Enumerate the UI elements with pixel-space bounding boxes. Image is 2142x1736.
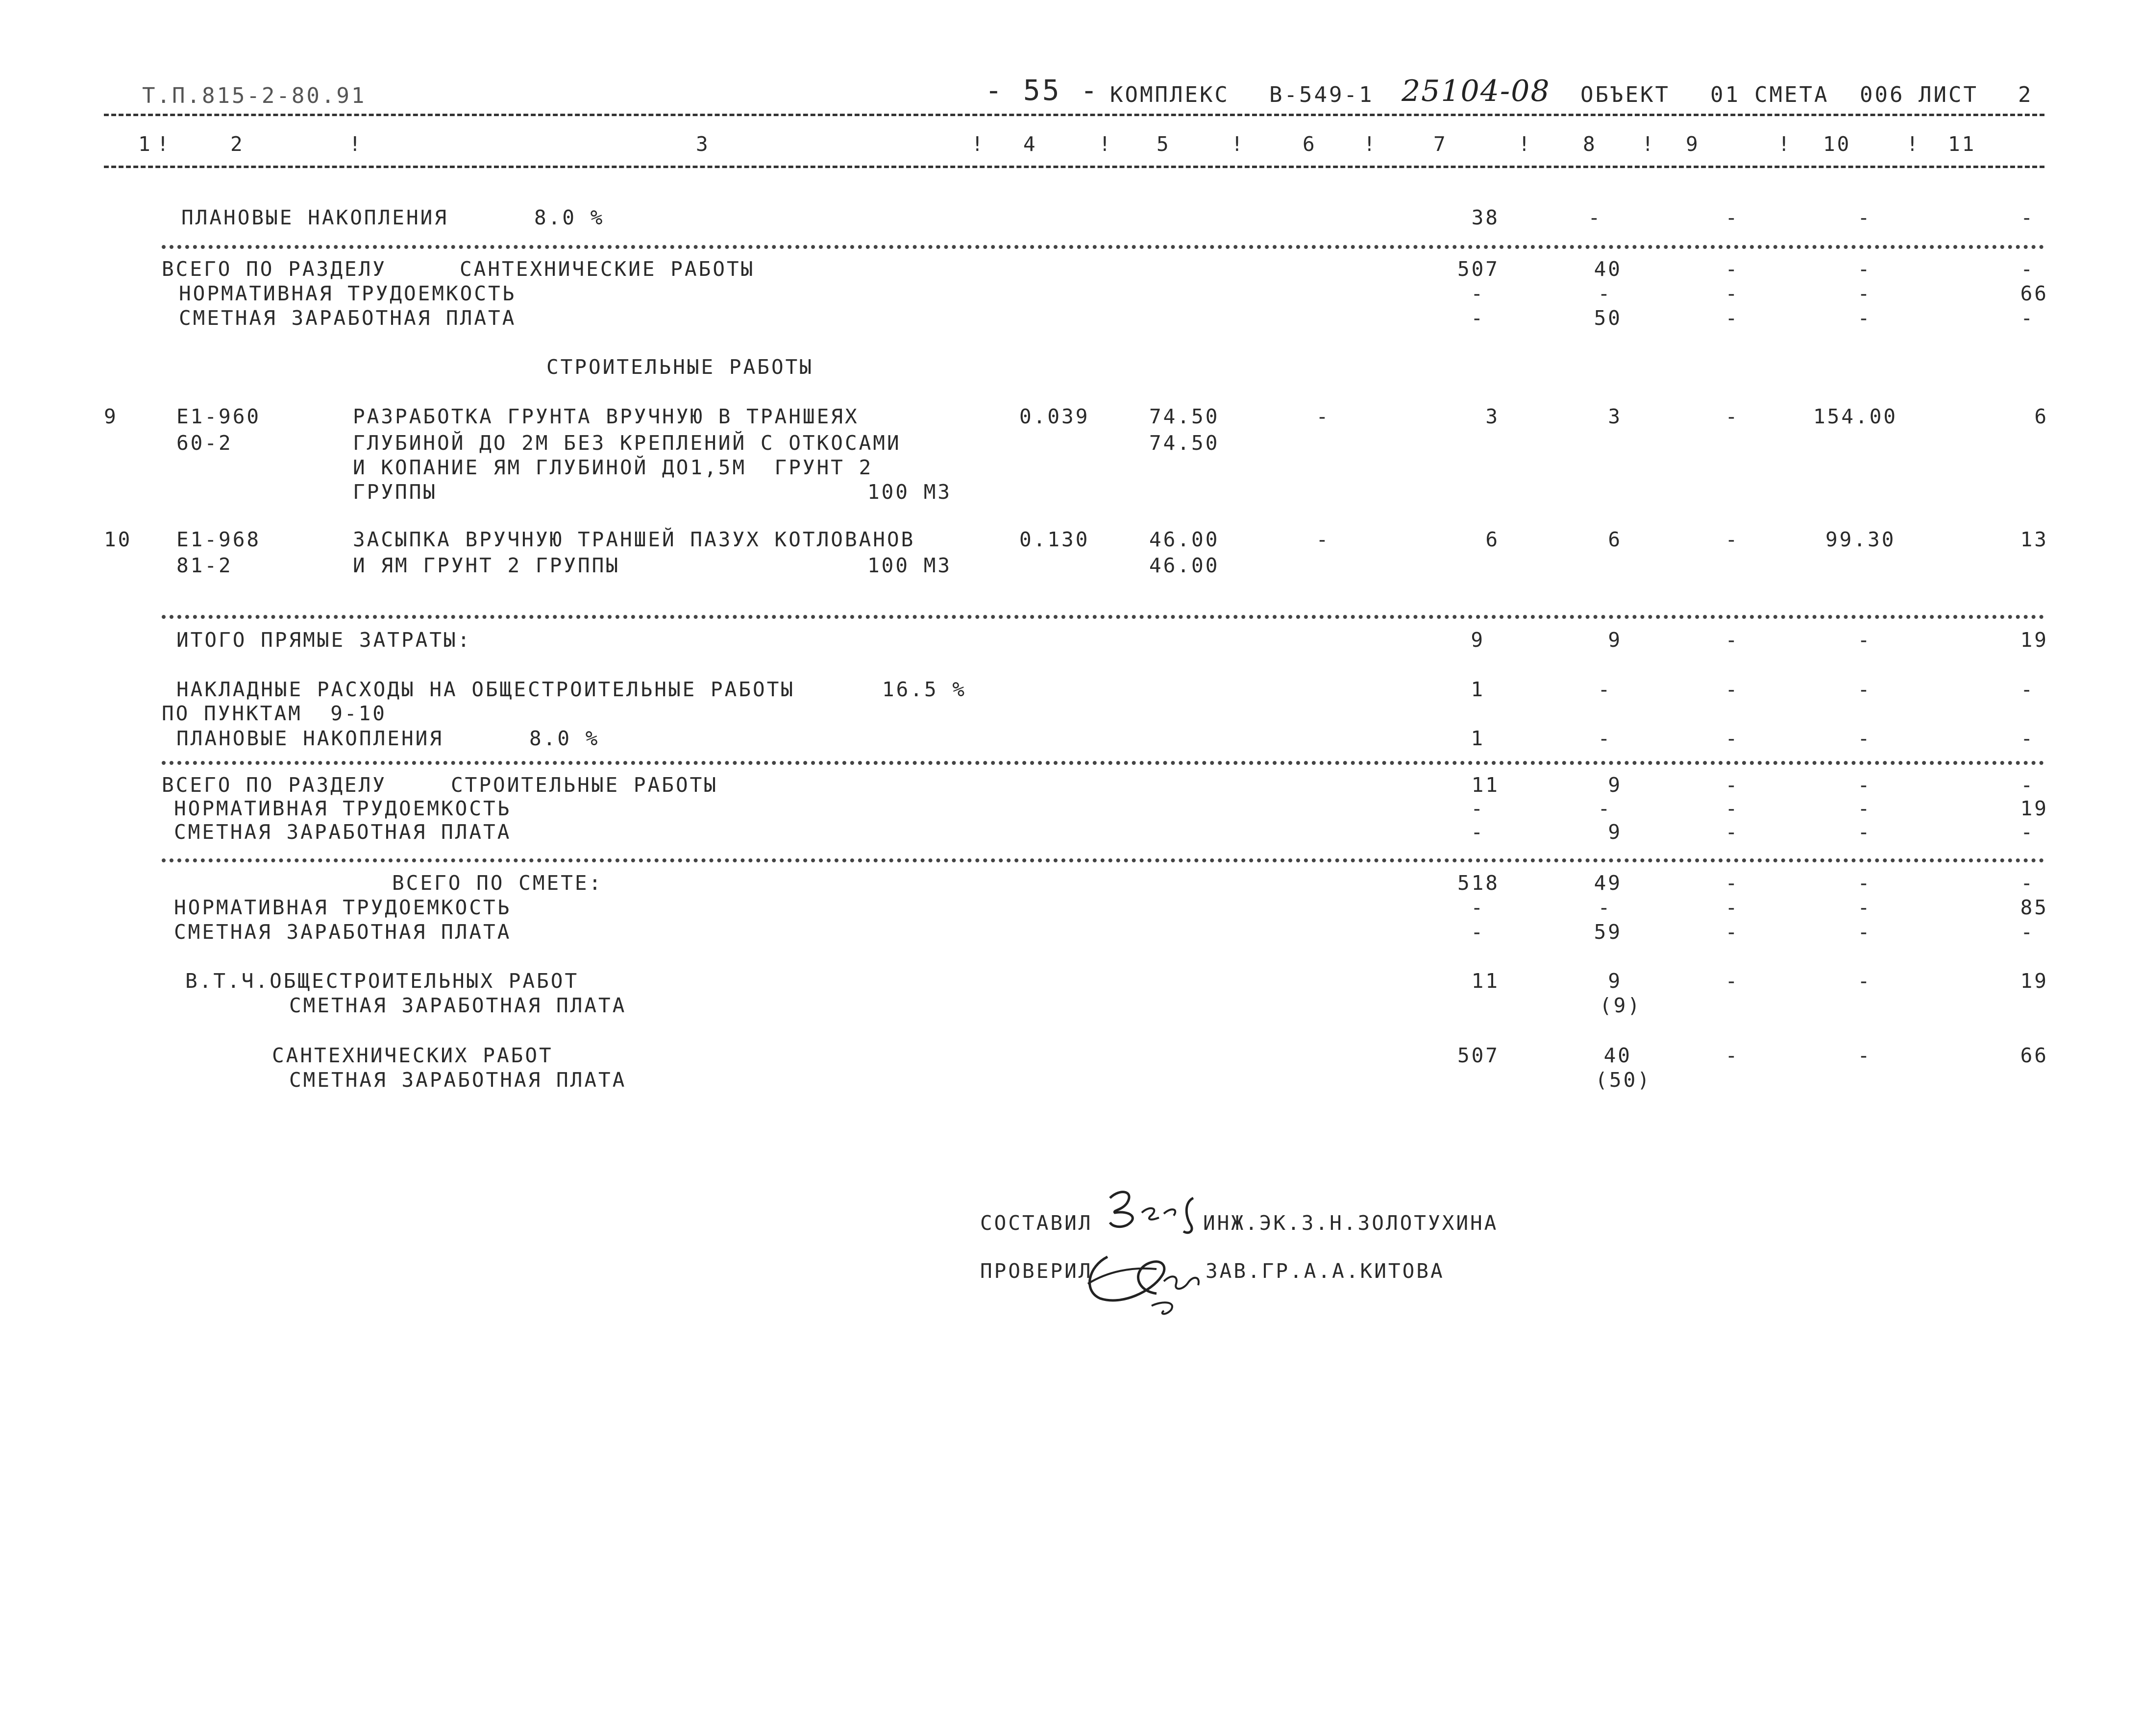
labor-label: НОРМАТИВНАЯ ТРУДОЕМКОСТЬ [174,797,512,820]
cell-c8: (9) [1599,994,1642,1017]
cell-c9: - [1725,797,1740,820]
item-description: И ЯМ ГРУНТ 2 ГРУППЫ [353,554,620,577]
cell-c11: - [2020,871,2035,895]
cell-c7: 3 [1485,405,1500,428]
cell-c10: - [1857,797,1872,820]
cell-c10: 154.00 [1813,405,1898,428]
cell-c9: - [1725,871,1740,895]
cell-c11: - [2020,306,2035,330]
cell-c7: - [1471,797,1485,820]
cell-c10: - [1857,306,1872,330]
cell-c8: 9 [1608,820,1622,844]
cell-c9: - [1725,678,1740,701]
overheads-items-label: ПО ПУНКТАМ 9-10 [162,702,387,725]
column-number: 10 [1823,132,1851,156]
item-description: И КОПАНИЕ ЯМ ГЛУБИНОЙ ДО1,5М ГРУНТ 2 [353,456,873,479]
cell-c11: - [2020,727,2035,750]
including-general-label: В.Т.Ч.ОБЩЕСТРОИТЕЛЬНЫХ РАБОТ [185,969,579,993]
column-separator: ! [1518,132,1532,156]
overheads-percent: 16.5 % [882,678,967,701]
cell-c10: - [1857,628,1872,652]
cell-c10: - [1857,727,1872,750]
cell-c9: - [1725,528,1740,551]
cell-c10: 99.30 [1825,528,1896,551]
cell-c10: - [1857,206,1872,229]
cell-c8: 59 [1594,920,1622,944]
cell-c10: - [1857,678,1872,701]
item-unit: 100 М3 [867,554,952,577]
cell-c10: - [1857,969,1872,993]
wage-label: СМЕТНАЯ ЗАРАБОТНАЯ ПЛАТА [179,306,517,330]
cell-c7: 1 [1471,727,1485,750]
column-number: 3 [696,132,710,156]
cell-c11: 85 [2020,896,2048,919]
cell-c9: - [1725,727,1740,750]
object-number: 01 [1710,82,1740,107]
complex-label: КОМПЛЕКС [1110,82,1230,107]
column-separator: ! [1778,132,1792,156]
cell-c7: 1 [1471,678,1485,701]
wage-label: СМЕТНАЯ ЗАРАБОТНАЯ ПЛАТА [174,920,512,944]
planned-savings-percent: 8.0 % [534,206,605,229]
column-separator: ! [157,132,171,156]
cell-c9: - [1725,257,1740,281]
item-quantity: 0.130 [1019,528,1090,551]
including-plumbing-wage-label: СМЕТНАЯ ЗАРАБОТНАЯ ПЛАТА [289,1068,627,1092]
item-quantity: 0.039 [1019,405,1090,428]
cell-c7: 518 [1457,871,1500,895]
cell-c9: - [1725,206,1740,229]
column-number: 5 [1157,132,1171,156]
item-code-sub: 60-2 [176,431,233,455]
cell-c10: - [1857,871,1872,895]
cell-c7: - [1471,820,1485,844]
section-total-name: СТРОИТЕЛЬНЫЕ РАБОТЫ [451,773,718,797]
cell-c7: 11 [1471,773,1500,797]
column-number: 9 [1686,132,1700,156]
cell-c8: - [1598,797,1612,820]
cell-c9: - [1725,920,1740,944]
checker-signature [1078,1237,1225,1320]
item-description: ГЛУБИНОЙ ДО 2М БЕЗ КРЕПЛЕНИЙ С ОТКОСАМИ [353,431,901,455]
cell-c9: - [1725,773,1740,797]
cell-c11: - [2020,206,2035,229]
column-number: 7 [1433,132,1448,156]
cell-c6: - [1316,528,1330,551]
cell-c11: 6 [2034,405,2048,428]
cell-c11: - [2020,257,2035,281]
section-total-label: ВСЕГО ПО РАЗДЕЛУ [162,257,387,281]
column-number: 11 [1948,132,1976,156]
column-separator: ! [971,132,985,156]
cell-c8: - [1598,727,1612,750]
cell-c11: 66 [2020,282,2048,305]
dotted-separator [162,761,2044,765]
cell-c11: - [2020,820,2035,844]
including-general-wage-label: СМЕТНАЯ ЗАРАБОТНАЯ ПЛАТА [289,994,627,1017]
item-unit-price: 74.50 [1149,405,1220,428]
cell-c11: - [2020,773,2035,797]
cell-c11: 66 [2020,1044,2048,1067]
cell-c8: 40 [1603,1044,1632,1067]
cell-c7: 507 [1457,1044,1500,1067]
handwritten-number: 25104-08 [1402,74,1551,108]
planned-savings-label: ПЛАНОВЫЕ НАКОПЛЕНИЯ [176,727,443,750]
cell-c7: 6 [1485,528,1500,551]
cell-c10: - [1857,773,1872,797]
overheads-label: НАКЛАДНЫЕ РАСХОДЫ НА ОБЩЕСТРОИТЕЛЬНЫЕ РАБОТЫ [176,678,795,701]
cell-c9: - [1725,1044,1740,1067]
cell-c10: - [1857,820,1872,844]
cell-c8: - [1598,678,1612,701]
cell-c8: 50 [1594,306,1622,330]
cell-c9: - [1725,282,1740,305]
cell-c9: - [1725,306,1740,330]
compiled-label: СОСТАВИЛ [980,1211,1093,1235]
cell-c8: 40 [1594,257,1622,281]
planned-savings-percent: 8.0 % [529,727,600,750]
estimate-label: СМЕТА [1754,82,1829,107]
dotted-separator [162,615,2044,619]
checked-label: ПРОВЕРИЛ [980,1259,1093,1283]
wage-label: СМЕТНАЯ ЗАРАБОТНАЯ ПЛАТА [174,820,512,844]
cell-c7: - [1471,896,1485,919]
cell-c9: - [1725,405,1740,428]
cell-c8: - [1598,282,1612,305]
cell-c6: - [1316,405,1330,428]
column-number: 4 [1023,132,1037,156]
item-description: ГРУППЫ [353,480,438,504]
cell-c7: 38 [1471,206,1500,229]
cell-c11: 13 [2020,528,2048,551]
doc-code: Т.П.815-2-80.91 [142,83,367,108]
column-separator: ! [1906,132,1920,156]
cell-c8: 6 [1608,528,1622,551]
labor-label: НОРМАТИВНАЯ ТРУДОЕМКОСТЬ [174,896,512,919]
estimate-total-label: ВСЕГО ПО СМЕТЕ: [392,871,603,895]
cell-c11: 19 [2020,969,2048,993]
cell-c7: 11 [1471,969,1500,993]
cell-c8: - [1598,896,1612,919]
cell-c7: - [1471,282,1485,305]
item-number: 9 [104,405,118,428]
cell-c8: - [1588,206,1602,229]
cell-c11: 19 [2020,628,2048,652]
cell-c11: - [2020,920,2035,944]
section-title: СТРОИТЕЛЬНЫЕ РАБОТЫ [546,355,813,379]
item-code: Е1-960 [176,405,261,428]
estimate-number: 006 [1860,82,1905,107]
object-label: ОБЪЕКТ [1580,82,1670,107]
sheet-label: ЛИСТ [1919,82,1978,107]
item-number: 10 [104,528,132,551]
section-total-name: САНТЕХНИЧЕСКИЕ РАБОТЫ [460,257,755,281]
column-separator: ! [349,132,363,156]
page-number: - 55 - [985,73,1100,107]
cell-c10: - [1857,257,1872,281]
cell-c9: - [1725,969,1740,993]
column-number: 2 [230,132,245,156]
direct-costs-label: ИТОГО ПРЯМЫЕ ЗАТРАТЫ: [176,628,472,652]
labor-label: НОРМАТИВНАЯ ТРУДОЕМКОСТЬ [179,282,517,305]
cell-c11: 19 [2020,797,2048,820]
dotted-separator [162,245,2044,249]
item-unit-price-wage: 74.50 [1149,431,1220,455]
cell-c8: (50) [1595,1068,1651,1092]
cell-c7: 507 [1457,257,1500,281]
cell-c10: - [1857,1044,1872,1067]
cell-c10: - [1857,920,1872,944]
column-number: 6 [1303,132,1317,156]
header-rule-top [104,114,2044,116]
cell-c11: - [2020,678,2035,701]
cell-c8: 9 [1608,969,1622,993]
column-number: 1 [138,132,152,156]
column-number: 8 [1583,132,1597,156]
cell-c9: - [1725,628,1740,652]
compiled-by: ИНЖ.ЭК.З.Н.ЗОЛОТУХИНА [1203,1211,1499,1235]
header-rule-bottom [104,166,2044,168]
item-description: РАЗРАБОТКА ГРУНТА ВРУЧНУЮ В ТРАНШЕЯХ [353,405,859,428]
column-separator: ! [1363,132,1378,156]
column-separator: ! [1231,132,1245,156]
cell-c9: - [1725,820,1740,844]
complex-code: В-549-1 [1269,82,1374,107]
item-unit-price: 46.00 [1149,528,1220,551]
column-separator: ! [1099,132,1113,156]
cell-c10: - [1857,896,1872,919]
cell-c8: 3 [1608,405,1622,428]
cell-c8: 9 [1608,628,1622,652]
compiler-signature [1100,1183,1213,1237]
dotted-separator [162,858,2044,862]
cell-c7: - [1471,306,1485,330]
cell-c7: - [1471,920,1485,944]
cell-c7: 9 [1471,628,1485,652]
checked-by: ЗАВ.ГР.А.А.КИТОВА [1206,1259,1445,1283]
item-code-sub: 81-2 [176,554,233,577]
cell-c9: - [1725,896,1740,919]
planned-savings-label: ПЛАНОВЫЕ НАКОПЛЕНИЯ [181,206,448,229]
including-plumbing-label: САНТЕХНИЧЕСКИХ РАБОТ [272,1044,553,1067]
item-description: ЗАСЫПКА ВРУЧНУЮ ТРАНШЕЙ ПАЗУХ КОТЛОВАНОВ [353,528,915,551]
cell-c8: 9 [1608,773,1622,797]
item-unit: 100 М3 [867,480,952,504]
section-total-label: ВСЕГО ПО РАЗДЕЛУ [162,773,387,797]
item-unit-price-wage: 46.00 [1149,554,1220,577]
column-separator: ! [1642,132,1656,156]
cell-c8: 49 [1594,871,1622,895]
item-code: Е1-968 [176,528,261,551]
sheet-number: 2 [2018,82,2033,107]
cell-c10: - [1857,282,1872,305]
